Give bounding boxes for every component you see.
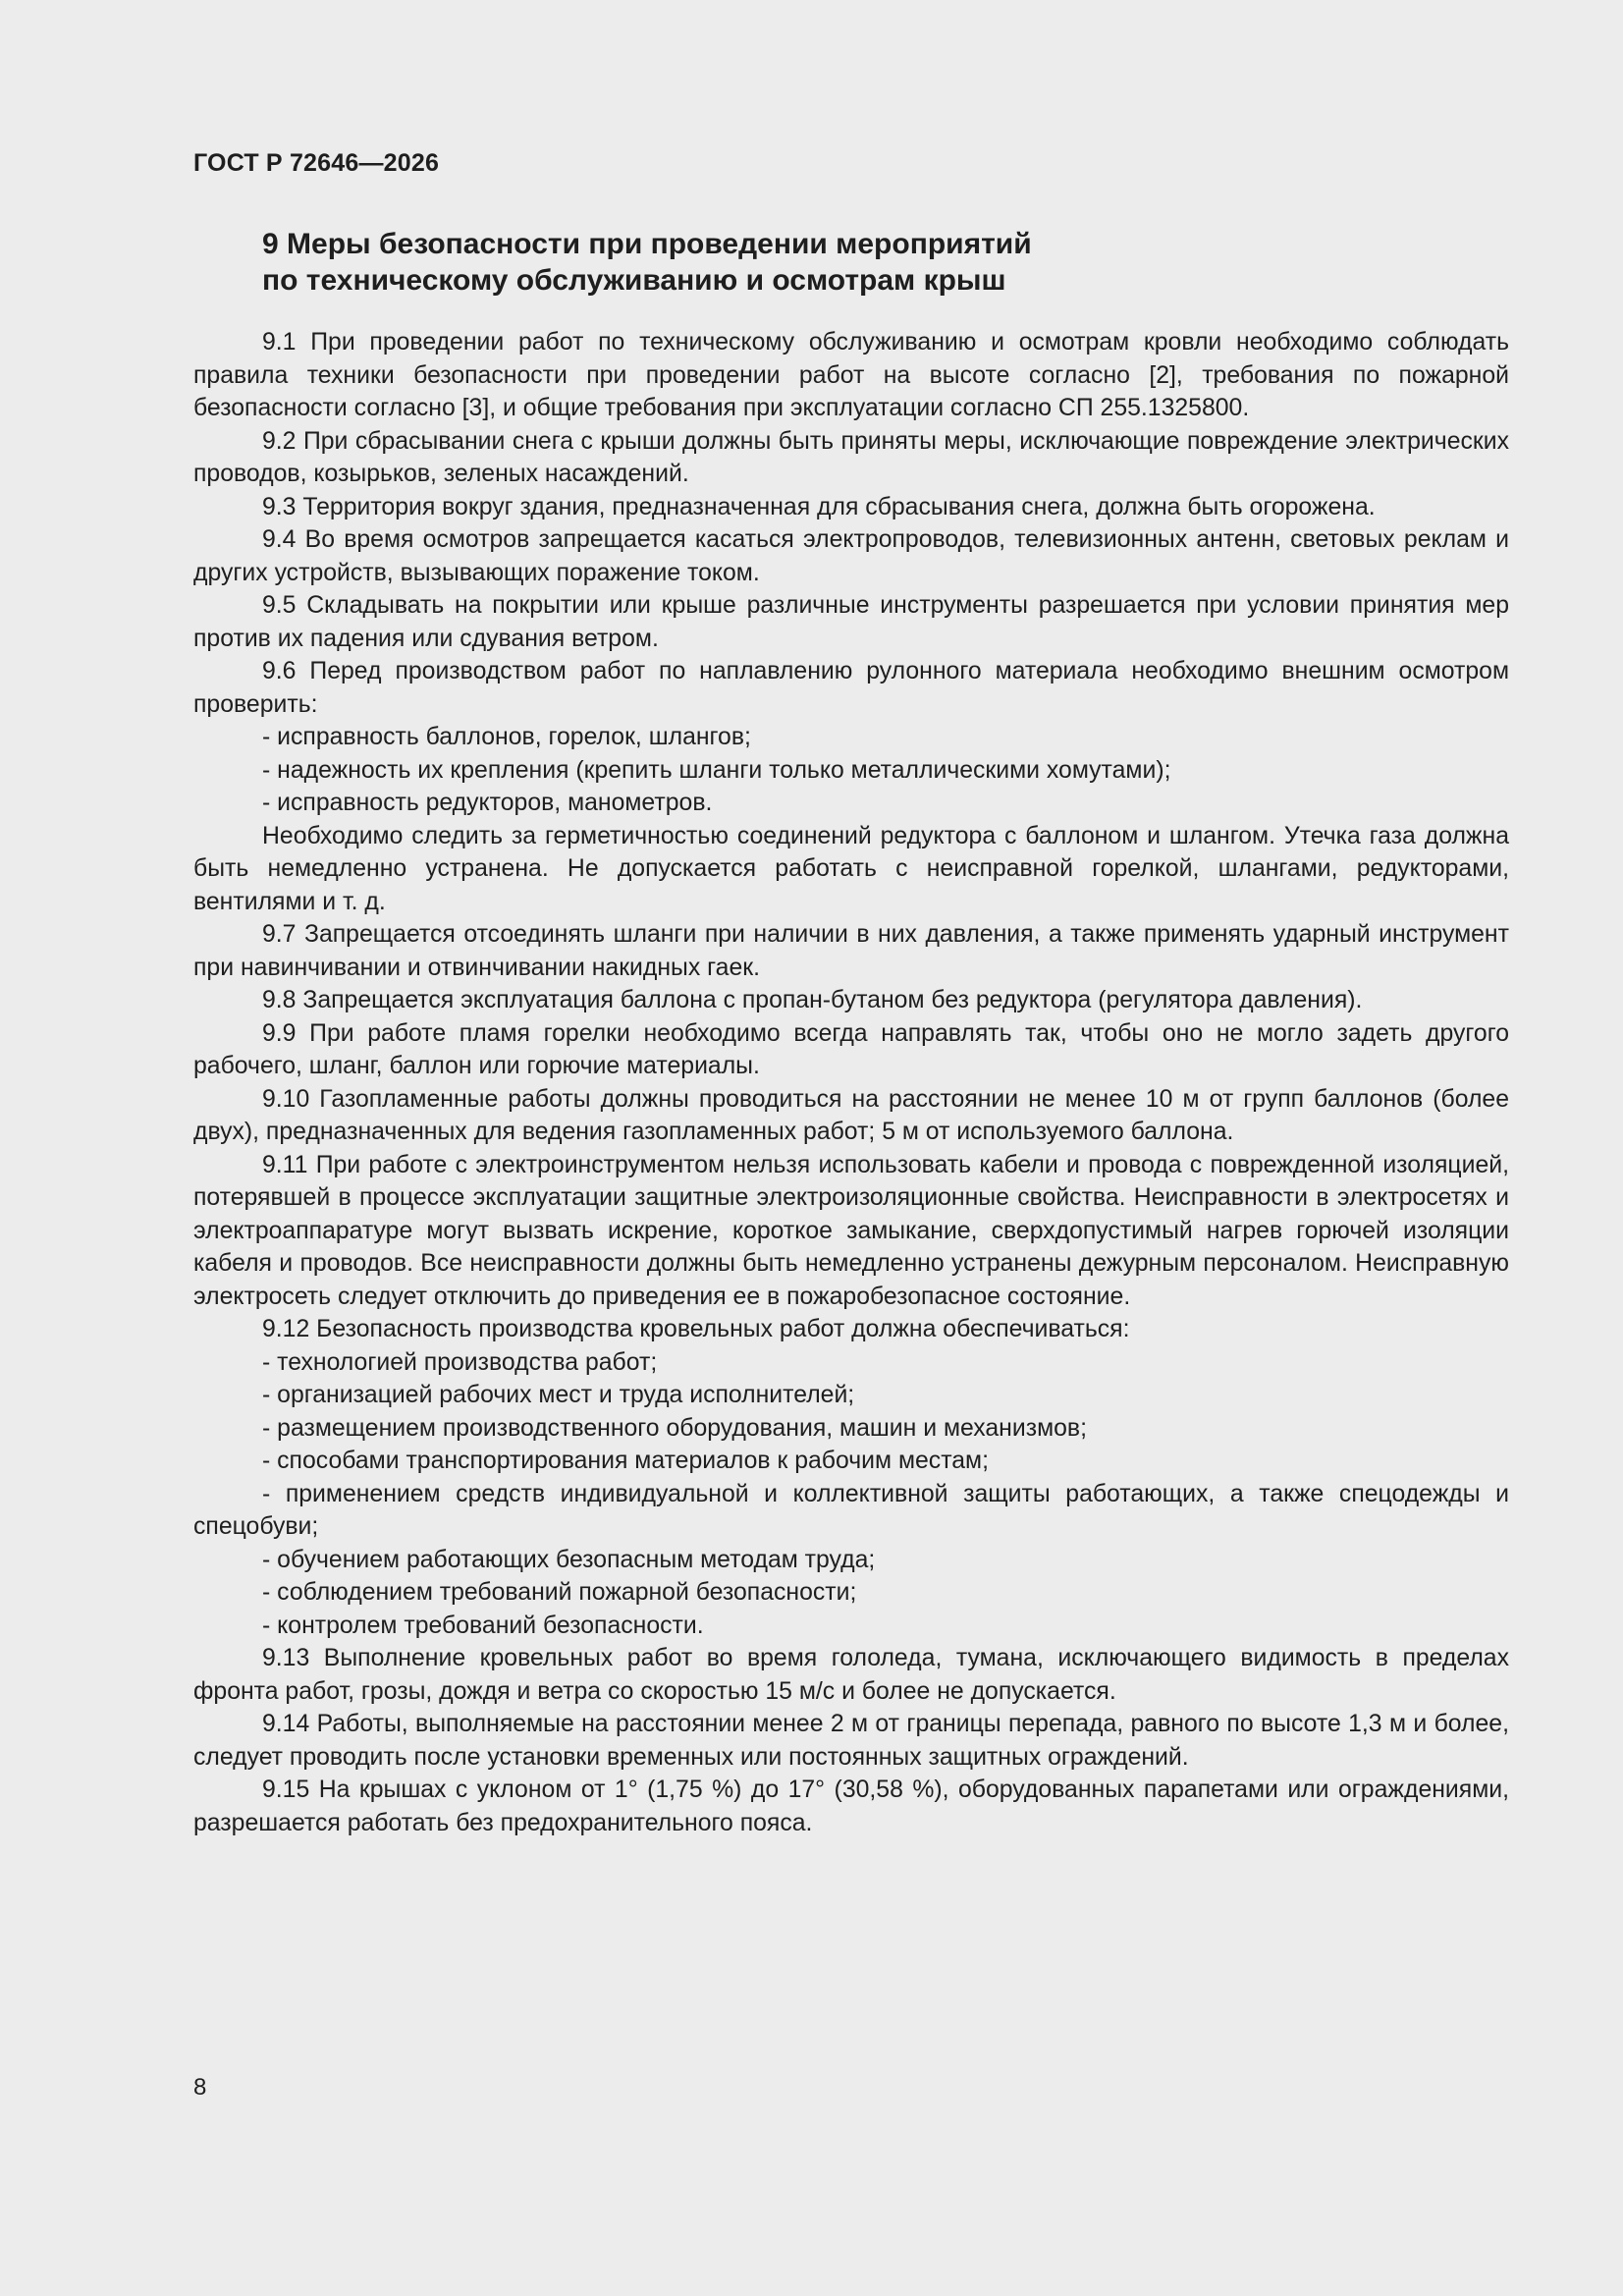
paragraph-9-15: 9.15 На крышах с уклоном от 1° (1,75 %) до 17° (30,58 %), оборудованных парапетами или ограждениями, разрешается работать без предохранительного пояса. <box>193 1777 1509 1836</box>
section-title <box>262 226 1539 299</box>
list-item-9-12-7: - соблюдением требований пожарной безопасности; <box>262 1579 857 1606</box>
list-item-9-12-4: - способами транспортирования материалов к рабочим местам; <box>262 1448 989 1474</box>
paragraph-9-1: 9.1 При проведении работ по техническому обслуживанию и осмотрам кровли необходимо соблюдать правила техники безопасности при проведении работ на высоте согласно [2], требования по пожарной безопасности согласно [3], и общие требования при эксплуатации согласно СП 255.1325800. <box>193 329 1509 421</box>
document-code: ГОСТ Р 72646—2026 <box>193 149 440 177</box>
paragraph-9-4: 9.4 Во время осмотров запрещается касаться электропроводов, телевизионных антенн, световых реклам и других устройств, вызывающих поражение током. <box>193 526 1509 586</box>
paragraph-9-9: 9.9 При работе пламя горелки необходимо всегда направлять так, чтобы оно не могло задеть другого рабочего, шланг, баллон или горючие материалы. <box>193 1019 1509 1079</box>
paragraph-9-2: 9.2 При сбрасывании снега с крыши должны быть приняты меры, исключающие повреждение электрических проводов, козырьков, зеленых насаждений. <box>193 427 1509 487</box>
list-item-9-12-8: - контролем требований безопасности. <box>262 1612 704 1639</box>
section-title-line-2: по техническому обслуживанию и осмотрам крыш <box>262 264 1006 297</box>
paragraph-9-5: 9.5 Складывать на покрытии или крыше различные инструменты разрешается при условии принятия мер против их падения или сдувания ветром. <box>193 592 1509 652</box>
list-item-9-12-5: - применением средств индивидуальной и коллективной защиты работающих, а также спецодежды и спецобуви; <box>193 1480 1509 1540</box>
paragraph-9-14: 9.14 Работы, выполняемые на расстоянии менее 2 м от границы перепада, равного по высоте 1,3 м и более, следует проводить после установки временных или постоянных защитных ограждений. <box>193 1711 1509 1771</box>
list-item-9-6-3: - исправность редукторов, манометров. <box>262 790 713 816</box>
paragraph-9-8: 9.8 Запрещается эксплуатация баллона с пропан-бутаном без редуктора (регулятора давления). <box>262 987 1363 1013</box>
paragraph-9-6: 9.6 Перед производством работ по наплавлению рулонного материала необходимо внешним осмотром проверить: <box>193 658 1509 718</box>
list-item-9-12-6: - обучением работающих безопасным методам труда; <box>262 1546 876 1573</box>
list-item-9-6-1: - исправность баллонов, горелок, шлангов; <box>262 724 751 750</box>
section-body <box>193 326 1509 1839</box>
list-item-9-12-1: - технологией производства работ; <box>262 1348 658 1376</box>
paragraph-9-13: 9.13 Выполнение кровельных работ во время гололеда, тумана, исключающего видимость в пределах фронта работ, грозы, дождя и ветра со скоростью 15 м/с и более не допускается. <box>193 1645 1509 1705</box>
list-item-9-6-2: - надежность их крепления (крепить шланги только металлическими хомутами); <box>262 756 1171 784</box>
paragraph-9-3: 9.3 Территория вокруг здания, предназначенная для сбрасывания снега, должна быть огорожена. <box>262 493 1376 520</box>
paragraph-9-7: 9.7 Запрещается отсоединять шланги при наличии в них давления, а также применять ударный инструмент при навинчивании и отвинчивании накидных гаек. <box>193 921 1509 981</box>
paragraph-9-12: 9.12 Безопасность производства кровельных работ должна обеспечиваться: <box>262 1316 1130 1342</box>
page-number: 8 <box>193 2074 207 2101</box>
section-title-line-1: 9 Меры безопасности при проведении мероприятий <box>262 228 1032 260</box>
paragraph-9-11: 9.11 При работе с электроинструментом нельзя использовать кабели и провода с поврежденной изоляцией, потерявшей в процессе эксплуатации защитные электроизоляционные свойства. Неисправности в электросетях и электроаппаратуре могут вызвать искрение, короткое замыкание, сверхдопустимый нагрев горючей изоляции кабеля и проводов. Все неисправности должны быть немедленно устранены дежурным персоналом. Неисправную электросеть следует отключить до приведения ее в пожаробезопасное состояние. <box>193 1151 1509 1310</box>
paragraph-9-6-note: Необходимо следить за герметичностью соединений редуктора с баллоном и шлангом. Утечка газа должна быть немедленно устранена. Не допускается работать с неисправной горелкой, шлангами, редукторами, вентилями и т. д. <box>193 822 1509 915</box>
list-item-9-12-3: - размещением производственного оборудования, машин и механизмов; <box>262 1414 1087 1442</box>
paragraph-9-10: 9.10 Газопламенные работы должны проводиться на расстоянии не менее 10 м от групп баллонов (более двух), предназначенных для ведения газопламенных работ; 5 м от используемого баллона. <box>193 1085 1509 1145</box>
list-item-9-12-2: - организацией рабочих мест и труда исполнителей; <box>262 1382 855 1408</box>
